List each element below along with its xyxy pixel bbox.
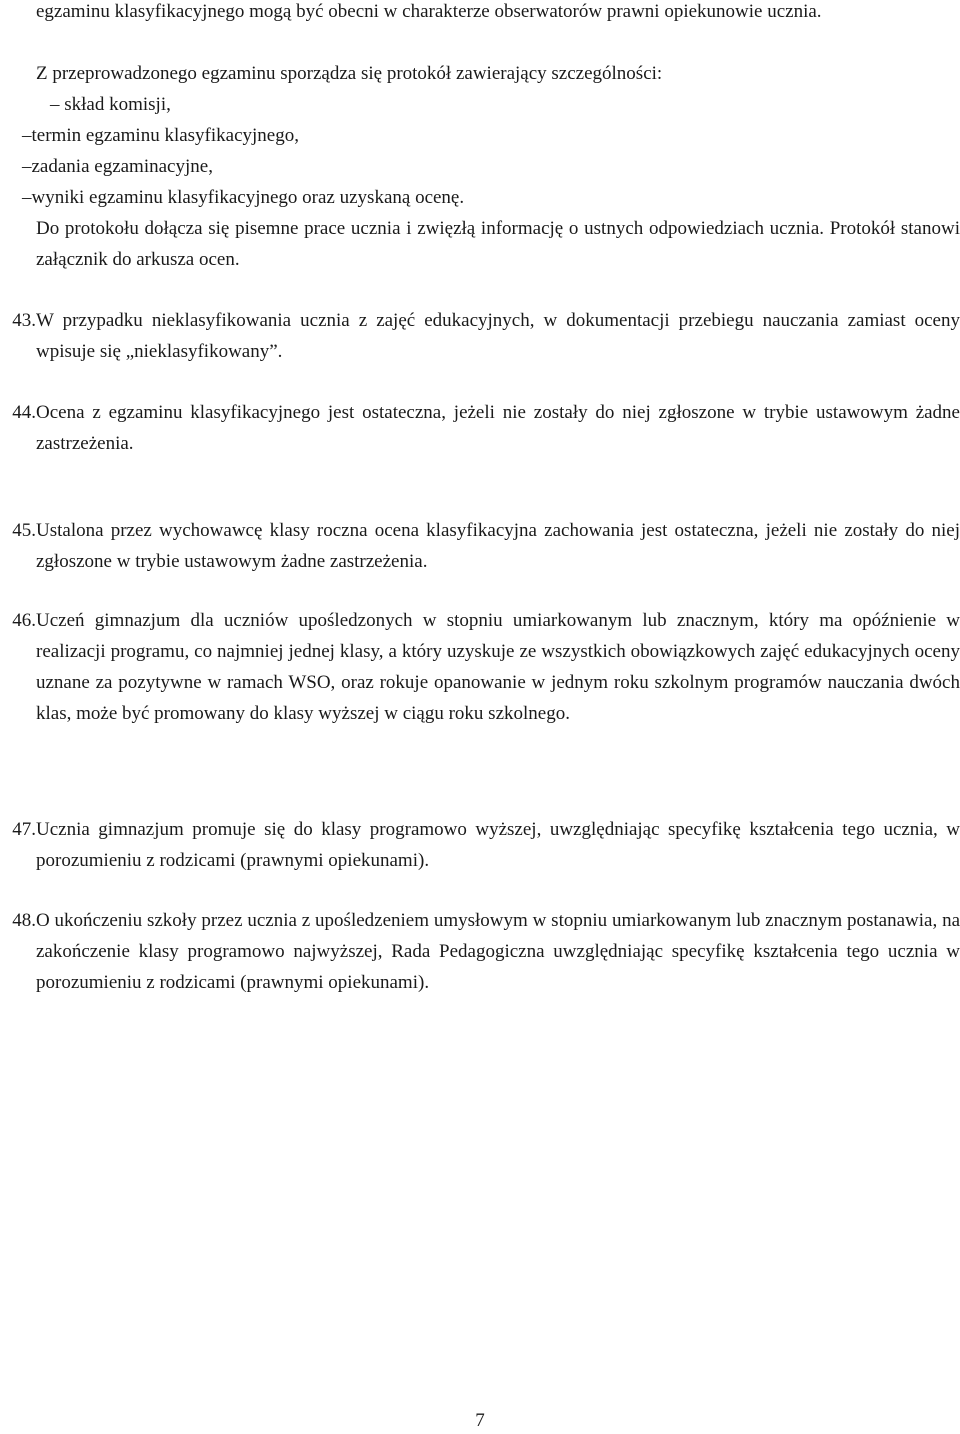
section-text: Uczeń gimnazjum dla uczniów upośledzonych w stopniu umiarkowanym lub znacznym, który ma opóźnienie w realizacji programu, co najmniej jednej klasy, a który uzyskuje ze wszystkich obowiązkowych zajęć edukacyjnych oceny uznane za pozytywne w ramach WSO, oraz rokuje opanowanie w jednym roku szkolnym programów nauczania dwóch klas, może być promowany do klasy wyższej w ciągu roku szkolnego. [36, 610, 960, 724]
section-number: 43. [12, 310, 36, 331]
section-text: O ukończeniu szkoły przez ucznia z upośledzeniem umysłowym w stopniu umiarkowanym lub znacznym postanawia, na zakończenie klasy programowo najwyższej, Rada Pedagogiczna uwzględniając specyfikę kształcenia tego ucznia w porozumieniu z rodzicami (prawnymi opiekunami). [36, 910, 960, 993]
section-number: 47. [12, 819, 36, 840]
intro-paragraph: egzaminu klasyfikacyjnego mogą być obecni w charakterze obserwatorów prawni opiekunowie uczniа. [36, 1, 822, 22]
section-text: Ustalona przez wychowawcę klasy roczna ocena klasyfikacyjna zachowania jest ostateczna, jeżeli nie zostały do niej zgłoszone w trybie ustawowym żadne zastrzeżenia. [36, 520, 960, 572]
section-number: 48. [12, 910, 36, 931]
section-number: 46. [12, 610, 36, 631]
section-text: Ocena z egzaminu klasyfikacyjnego jest ostateczna, jeżeli nie zostały do niej zgłoszone w trybie ustawowym żadne zastrzeżenia. [36, 402, 960, 454]
list-item: – skład komisji, [50, 94, 171, 115]
section-number: 44. [12, 402, 36, 423]
list-item: –wyniki egzaminu klasyfikacyjnego oraz uzyskaną ocenę. [22, 187, 465, 208]
attachment-note: Do protokołu dołącza się pisemne prace ucznia i zwięzłą informację o ustnych odpowiedziach ucznia. Protokół stanowi załącznik do arkusza ocen. [36, 218, 960, 270]
page-number: 7 [475, 1410, 485, 1431]
list-item: –termin egzaminu klasyfikacyjnego, [22, 125, 299, 146]
section-text: Ucznia gimnazjum promuje się do klasy programowo wyższej, uwzględniając specyfikę kształcenia tego ucznia, w porozumieniu z rodzicami (prawnymi opiekunami). [36, 819, 960, 871]
section-number: 45. [12, 520, 36, 541]
protocol-lead: Z przeprowadzonego egzaminu sporządza się protokół zawierający szczególności: [36, 63, 663, 84]
list-item: –zadania egzaminacyjne, [22, 156, 213, 177]
section-text: W przypadku nieklasyfikowania ucznia z zajęć edukacyjnych, w dokumentacji przebiegu nauczania zamiast oceny wpisuje się „nieklasyfikowany”. [36, 310, 960, 362]
